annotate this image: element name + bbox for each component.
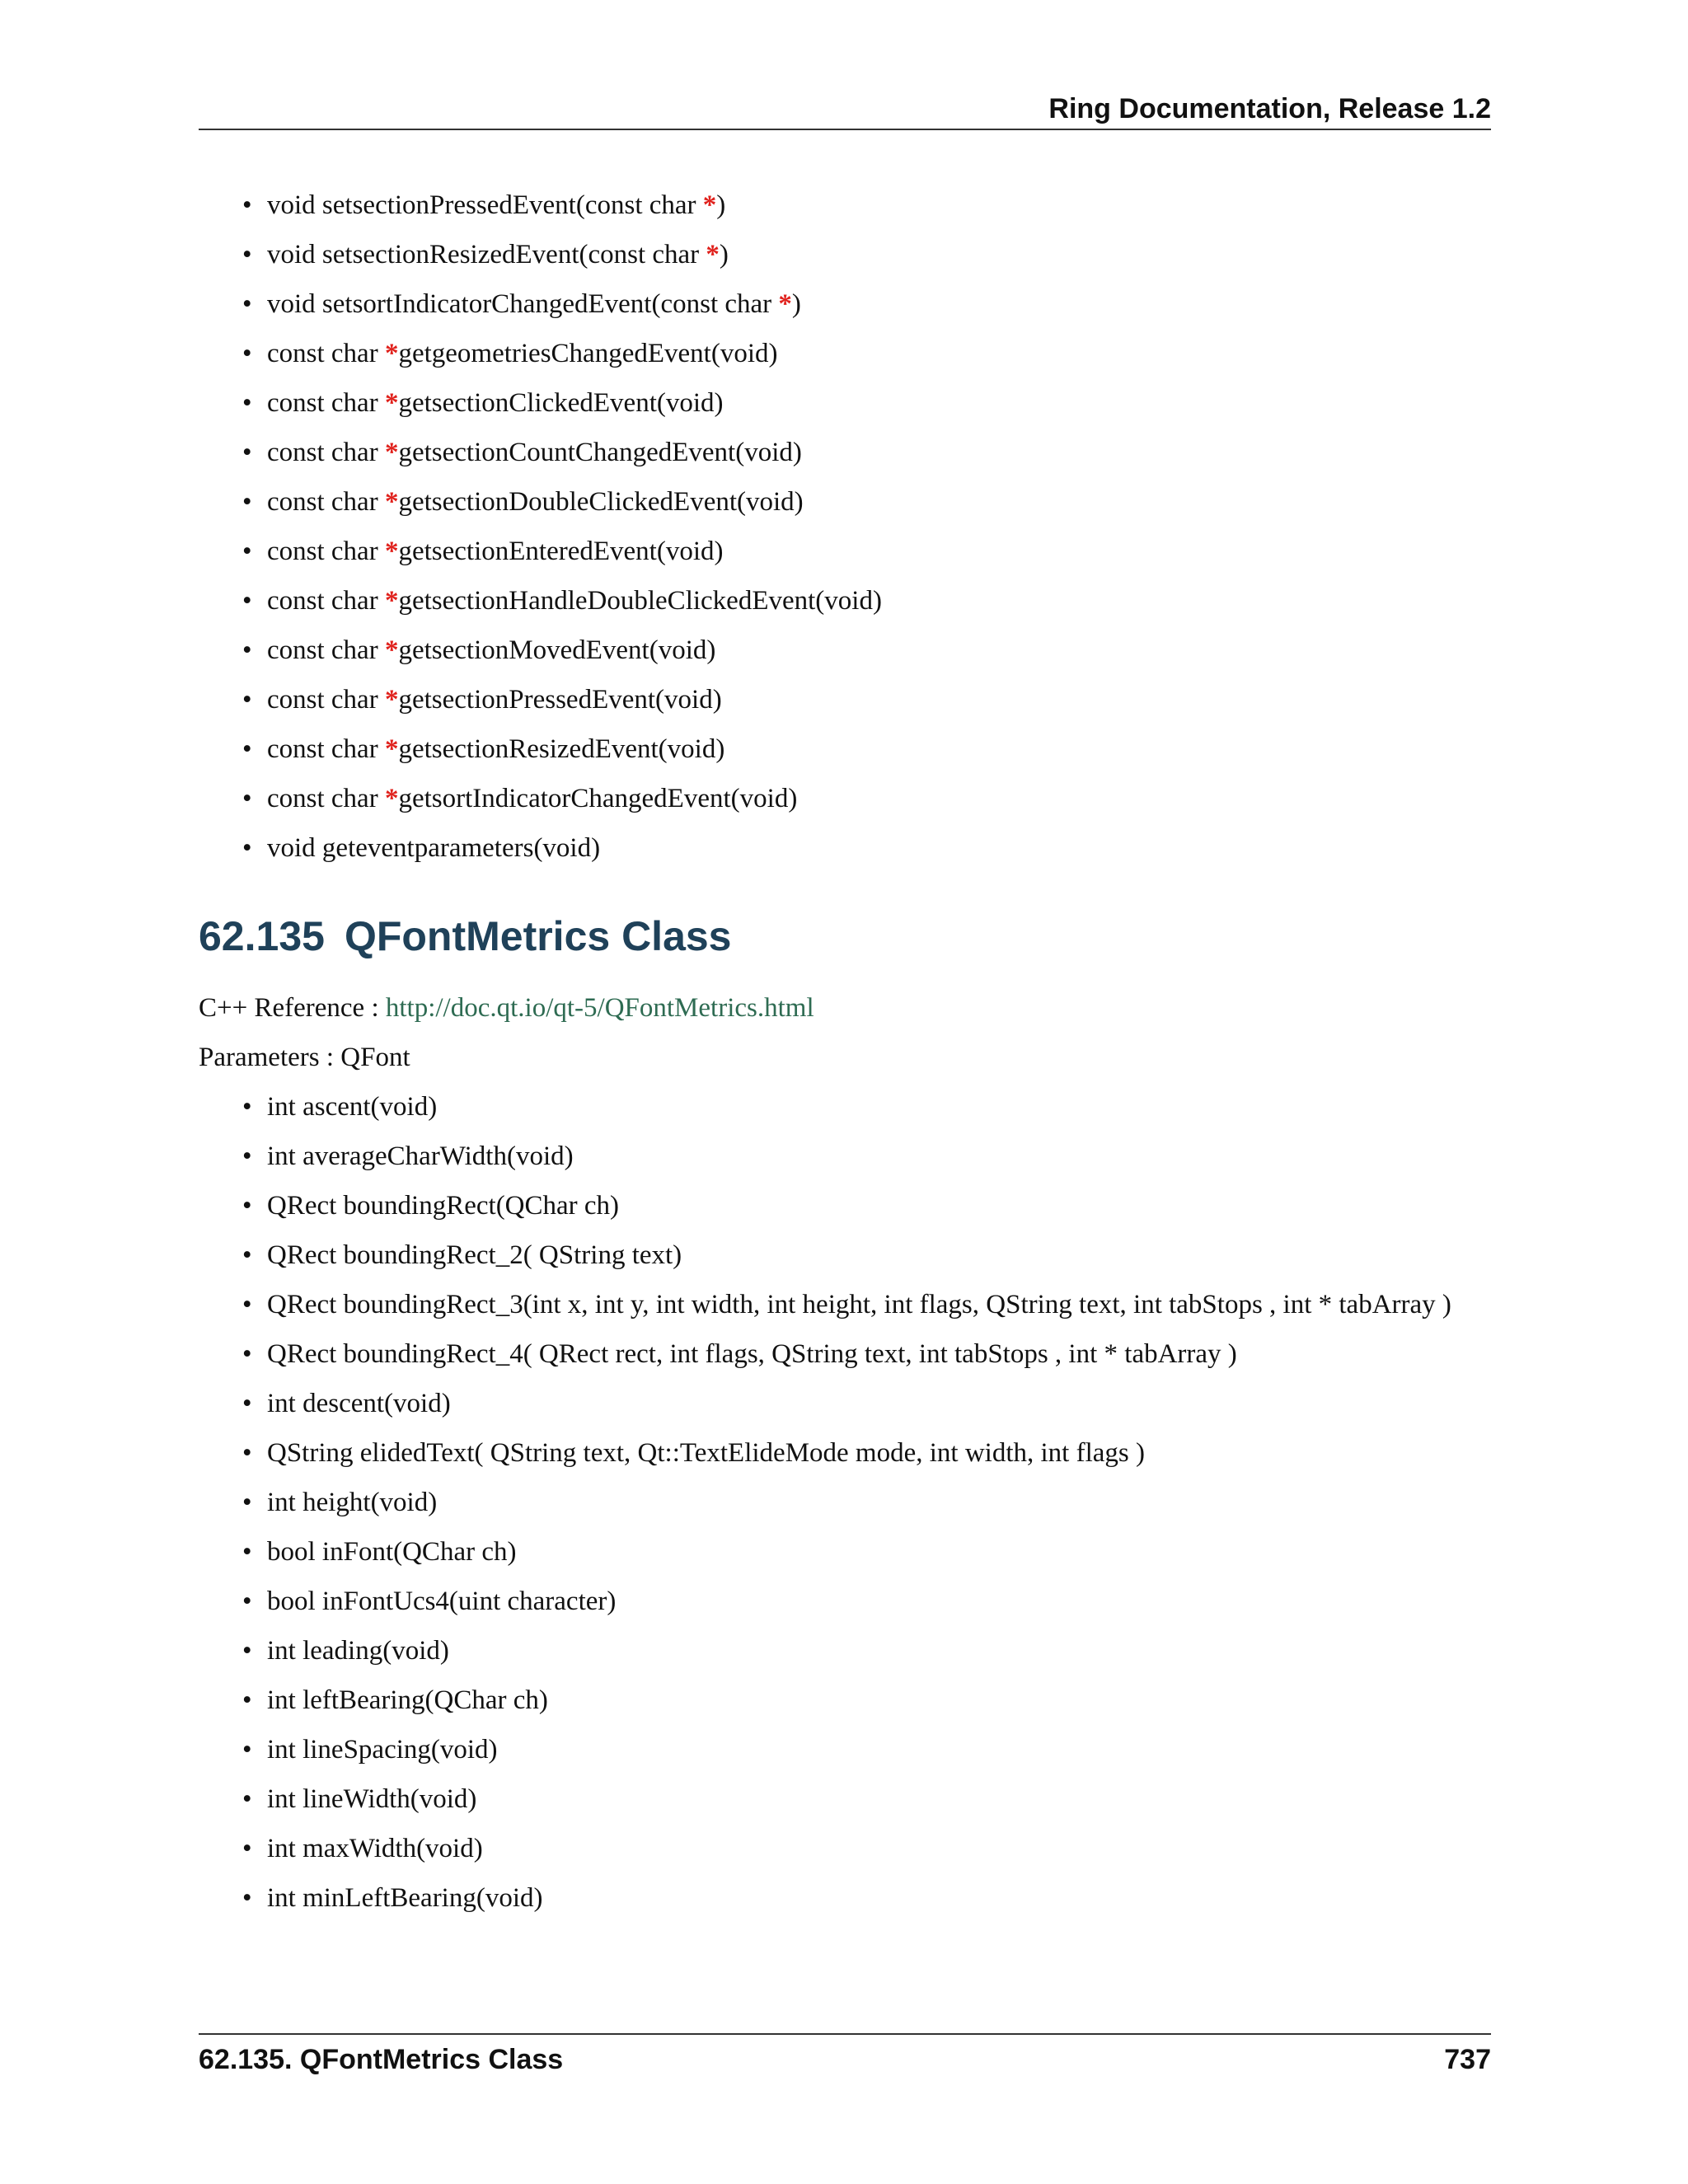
bullet-icon: • bbox=[242, 1438, 252, 1468]
running-footer bbox=[199, 2033, 1491, 2076]
list-item: • int leftBearing(QChar ch) bbox=[242, 1685, 548, 1715]
list-item: • void setsectionResizedEvent(const char *) bbox=[242, 240, 729, 269]
bullet-icon: • bbox=[242, 635, 252, 665]
bullet-icon: • bbox=[242, 784, 252, 813]
method-list bbox=[199, 1091, 1491, 1914]
bullet-icon: • bbox=[242, 339, 252, 368]
bullet-icon: • bbox=[242, 1092, 252, 1122]
bullet-icon: • bbox=[242, 1389, 252, 1418]
list-item: • const char *getsectionCountChangedEvent(void) bbox=[242, 438, 802, 467]
bullet-icon: • bbox=[242, 289, 252, 319]
section-heading bbox=[199, 912, 1491, 961]
running-header-title: Ring Documentation, Release 1.2 bbox=[1048, 93, 1491, 124]
list-item: • const char *getsectionMovedEvent(void) bbox=[242, 635, 716, 665]
bullet-icon: • bbox=[242, 1883, 252, 1913]
footer-section-label: 62.135. QFontMetrics Class bbox=[199, 2044, 564, 2075]
bullet-icon: • bbox=[242, 1537, 252, 1567]
bullet-icon: • bbox=[242, 1834, 252, 1863]
bullet-icon: • bbox=[242, 586, 252, 616]
list-item: • void geteventparameters(void) bbox=[242, 833, 601, 863]
list-item: • int lineSpacing(void) bbox=[242, 1735, 498, 1765]
bullet-icon: • bbox=[242, 190, 252, 220]
list-item: • void setsortIndicatorChangedEvent(const char *) bbox=[242, 289, 801, 319]
page-number: 737 bbox=[1444, 2044, 1491, 2075]
list-item: • QRect boundingRect_2( QString text) bbox=[242, 1240, 682, 1270]
bullet-icon: • bbox=[242, 1636, 252, 1666]
page-content bbox=[199, 190, 1491, 1932]
running-header bbox=[199, 92, 1491, 130]
cpp-reference-link[interactable]: http://doc.qt.io/qt-5/QFontMetrics.html bbox=[385, 993, 814, 1023]
bullet-icon: • bbox=[242, 1488, 252, 1517]
section-number: 62.135 bbox=[199, 913, 325, 959]
parameters-line: Parameters : QFont bbox=[199, 1043, 410, 1072]
cpp-reference-label: C++ Reference : bbox=[199, 993, 386, 1023]
list-item: • const char *getsectionHandleDoubleClickedEvent(void) bbox=[242, 586, 882, 616]
list-item: • const char *getsectionPressedEvent(void) bbox=[242, 685, 722, 715]
list-item: • const char *getsectionResizedEvent(void) bbox=[242, 734, 725, 764]
bullet-icon: • bbox=[242, 1784, 252, 1814]
bullet-icon: • bbox=[242, 388, 252, 418]
bullet-icon: • bbox=[242, 438, 252, 467]
list-item: • int lineWidth(void) bbox=[242, 1784, 477, 1814]
list-item: • const char *getsectionEnteredEvent(void) bbox=[242, 537, 724, 566]
list-item: • const char *getgeometriesChangedEvent(void) bbox=[242, 339, 778, 368]
bullet-icon: • bbox=[242, 240, 252, 269]
list-item: • int height(void) bbox=[242, 1488, 438, 1517]
list-item: • QString elidedText( QString text, Qt::TextElideMode mode, int width, int flags ) bbox=[242, 1438, 1145, 1468]
bullet-icon: • bbox=[242, 833, 252, 863]
list-item: • int descent(void) bbox=[242, 1389, 451, 1418]
bullet-icon: • bbox=[242, 487, 252, 517]
list-item: • int averageCharWidth(void) bbox=[242, 1141, 574, 1171]
event-method-list bbox=[199, 190, 1491, 864]
bullet-icon: • bbox=[242, 685, 252, 715]
bullet-icon: • bbox=[242, 1290, 252, 1319]
bullet-icon: • bbox=[242, 1685, 252, 1715]
list-item: • const char *getsectionClickedEvent(void) bbox=[242, 388, 724, 418]
list-item: • QRect boundingRect(QChar ch) bbox=[242, 1191, 620, 1221]
list-item: • int minLeftBearing(void) bbox=[242, 1883, 543, 1913]
list-item: • int maxWidth(void) bbox=[242, 1834, 483, 1863]
list-item: • QRect boundingRect_3(int x, int y, int width, int height, int flags, QString text, int tabStops , int * tabArray ) bbox=[242, 1290, 1451, 1319]
bullet-icon: • bbox=[242, 1191, 252, 1221]
list-item: • bool inFont(QChar ch) bbox=[242, 1537, 517, 1567]
list-item: • const char *getsortIndicatorChangedEvent(void) bbox=[242, 784, 798, 813]
list-item: • int ascent(void) bbox=[242, 1092, 438, 1122]
bullet-icon: • bbox=[242, 1141, 252, 1171]
list-item: • void setsectionPressedEvent(const char *) bbox=[242, 190, 726, 220]
section-title: QFontMetrics Class bbox=[344, 913, 732, 959]
cpp-reference bbox=[199, 992, 1491, 1024]
bullet-icon: • bbox=[242, 1586, 252, 1616]
bullet-icon: • bbox=[242, 1240, 252, 1270]
list-item: • int leading(void) bbox=[242, 1636, 449, 1666]
bullet-icon: • bbox=[242, 734, 252, 764]
bullet-icon: • bbox=[242, 1735, 252, 1765]
bullet-icon: • bbox=[242, 1339, 252, 1369]
list-item: • const char *getsectionDoubleClickedEvent(void) bbox=[242, 487, 804, 517]
bullet-icon: • bbox=[242, 537, 252, 566]
list-item: • bool inFontUcs4(uint character) bbox=[242, 1586, 617, 1616]
list-item: • QRect boundingRect_4( QRect rect, int flags, QString text, int tabStops , int * tabArray ) bbox=[242, 1339, 1237, 1369]
